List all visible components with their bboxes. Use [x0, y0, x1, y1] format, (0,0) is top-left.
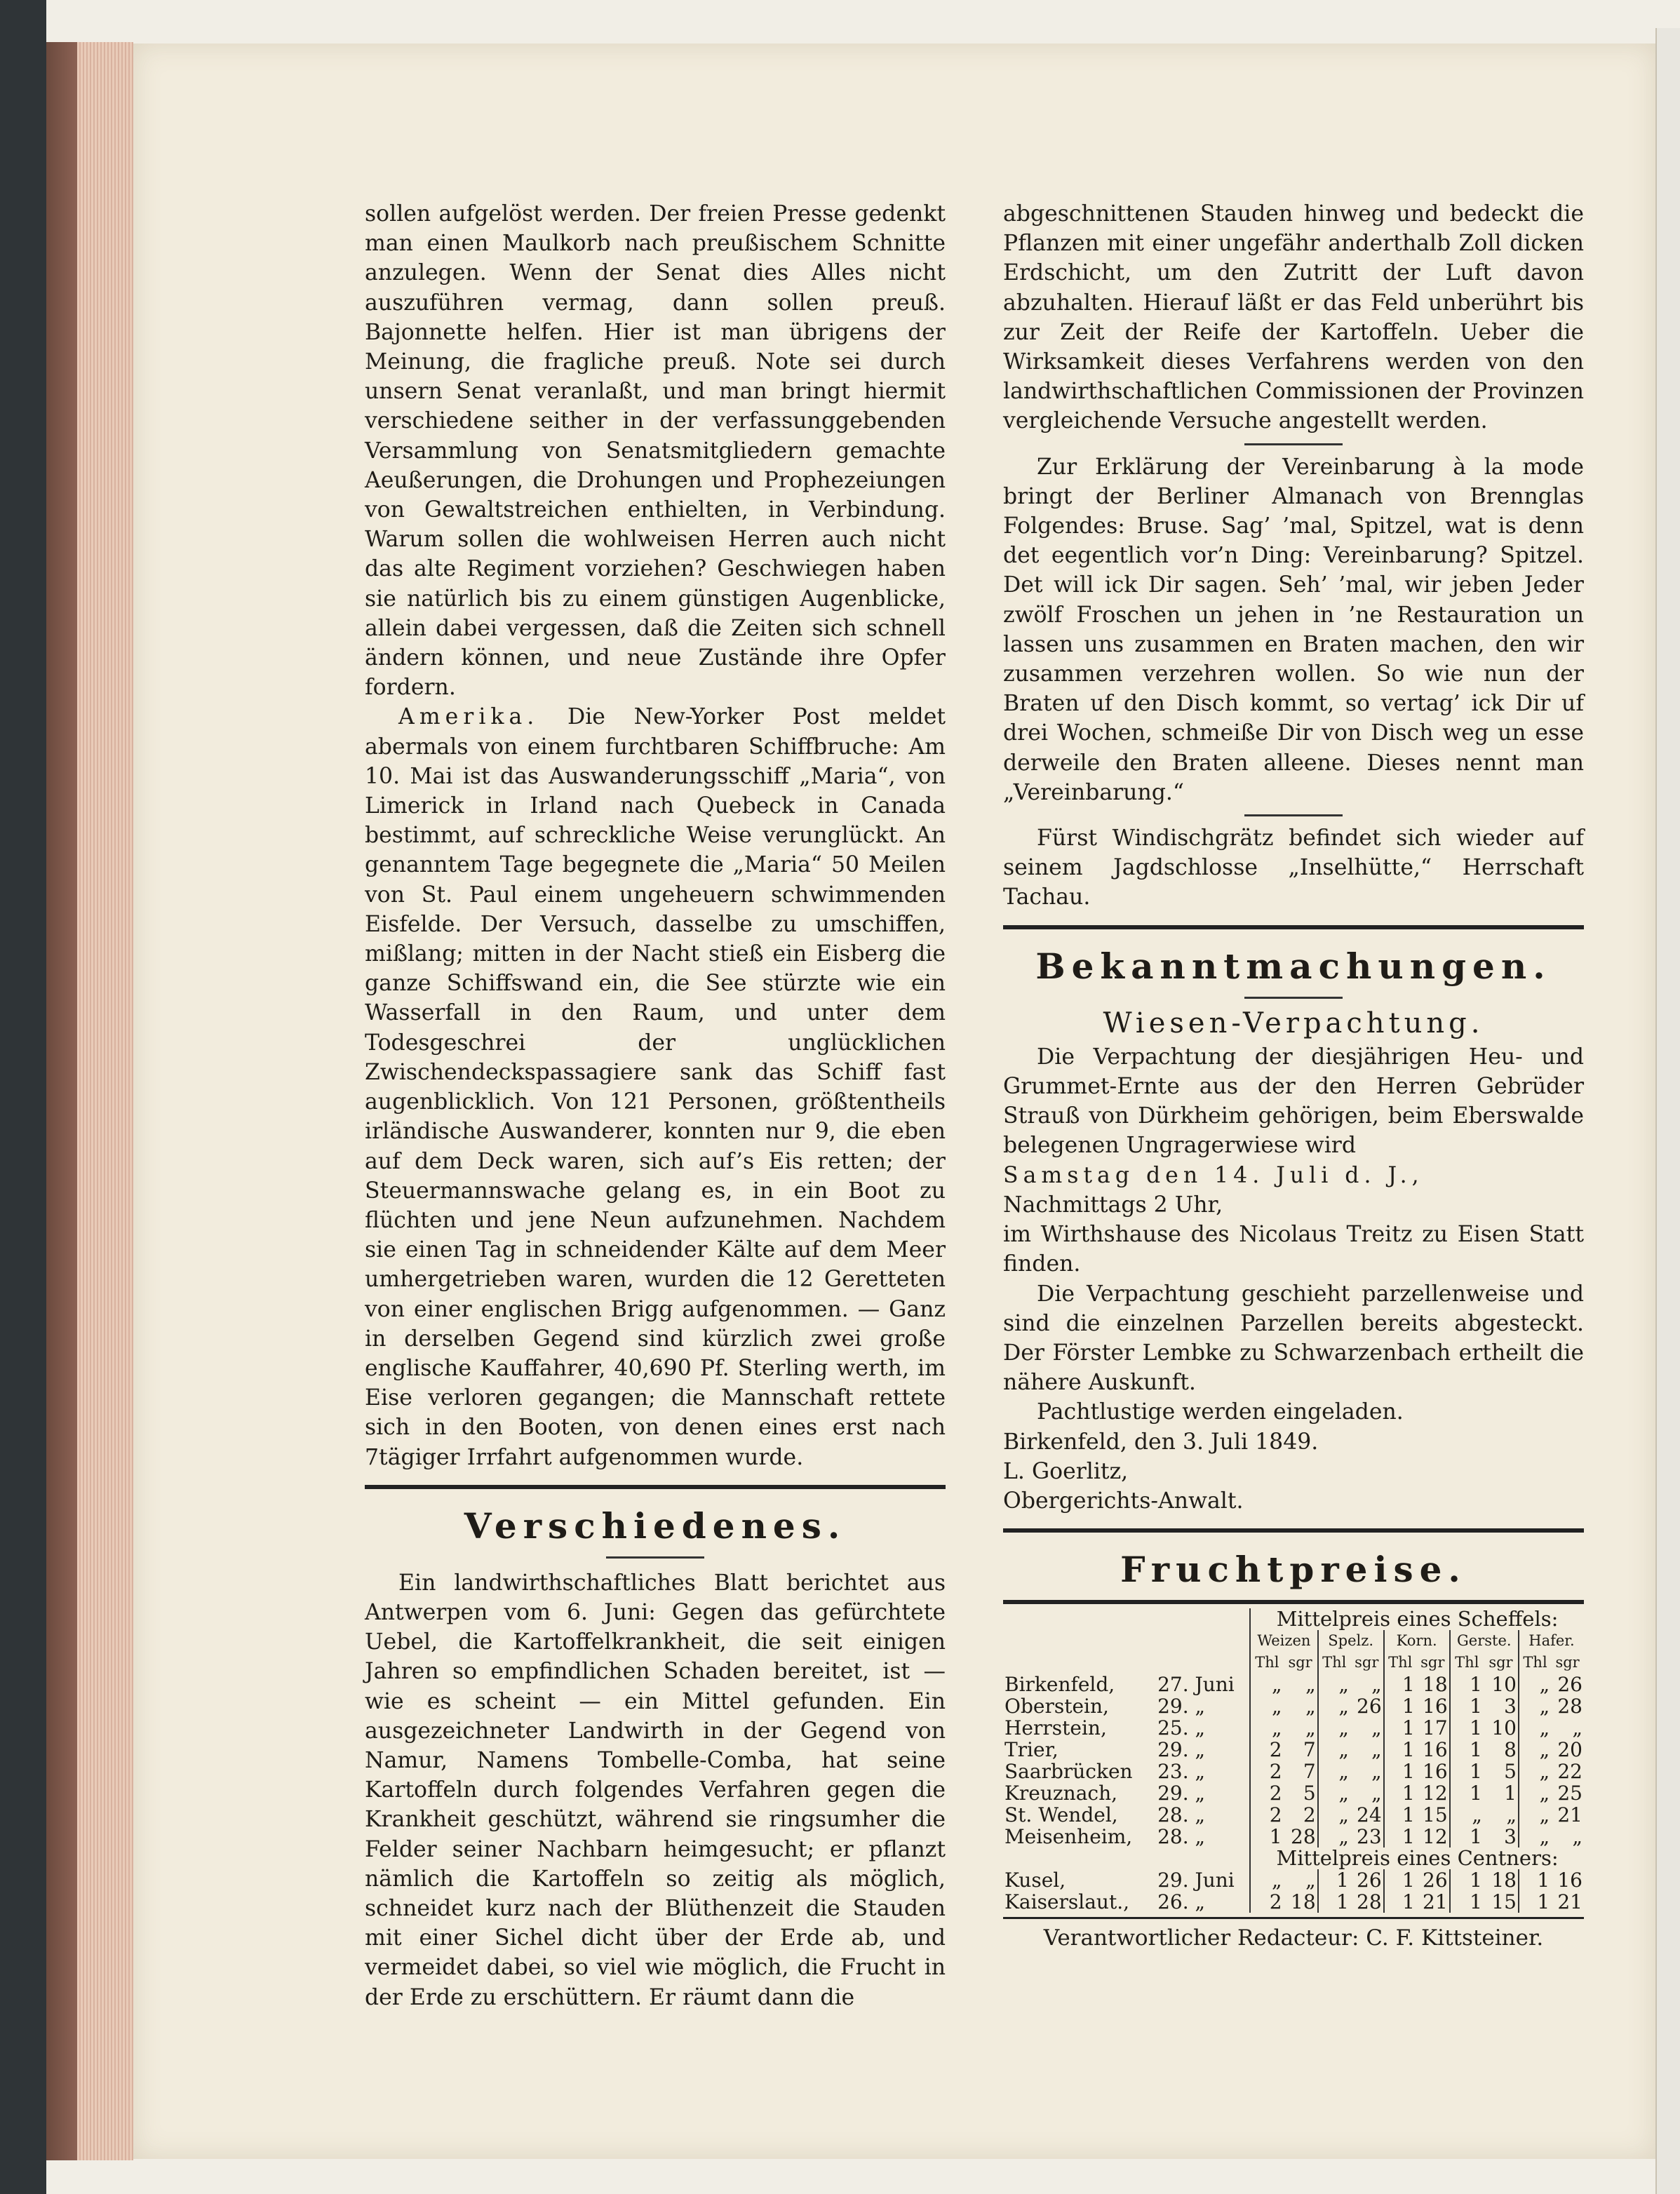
price-cell: 1	[1450, 1695, 1484, 1717]
place-cell: Herrstein,	[1004, 1716, 1107, 1740]
price-cell: 12	[1423, 1782, 1448, 1805]
announcement-signature-title: Obergerichts-Anwalt.	[1003, 1488, 1244, 1514]
place-cell: Kreuznach,	[1004, 1782, 1117, 1805]
book-spine-edge	[46, 42, 77, 2160]
price-cell: „	[1318, 1717, 1350, 1739]
date-cell: 23. „	[1157, 1760, 1205, 1784]
announcement-text: im Wirthshause des Nicolaus Treitz zu Eisen Statt finden.	[1003, 1222, 1584, 1277]
price-cell: 1	[1450, 1891, 1484, 1913]
price-cell: 1	[1318, 1891, 1350, 1913]
announcement-title: Wiesen-Verpachtung.	[1103, 1007, 1484, 1039]
price-cell: „	[1572, 1825, 1582, 1849]
price-cell: 25	[1557, 1782, 1582, 1805]
section-heading: Verschiedenes.	[464, 1505, 847, 1547]
date-cell: 29. „	[1157, 1738, 1205, 1762]
price-cell: 23	[1357, 1825, 1382, 1849]
price-cell: 7	[1303, 1738, 1316, 1762]
price-cell: 1	[1504, 1782, 1517, 1805]
price-cell: 5	[1303, 1782, 1316, 1805]
table-row	[1003, 1717, 1584, 1739]
date-cell: 28. „	[1157, 1803, 1205, 1827]
article-text: Die New-Yorker Post meldet abermals von einem furchtbaren Schiffbruche: Am 10. Mai ist das Auswanderungsschiff „Maria“, von Limerick in Irland nach Quebeck in Canada bestimmt, auf schreckliche Weise verunglückt. An genanntem Tage begegnete die „Maria“ 50 Meilen von St. Paul einem ungeheuern schwimmenden Eisfelde. Der Versuch, dasselbe zu umschiffen, mißlang; mitten in der Nacht stieß ein Eisberg die ganze Schiffswand ein, die See stürzte wie ein Wasserfall in den Raum, und unter dem Todesgeschrei der unglücklichen Zwischendeckspassagiere sank das Schiff fast augenblicklich. Von 121 Personen, größtentheils irländische Auswanderer, konnten nur 9, die eben auf dem Deck waren, sich auf’s Eis retten; der Steuermannswache gelang es, in ein Boot zu flüchten und jene Neun aufzunehmen. Nachdem sie einen Tag in schneidender Kälte auf dem Meer umhergetrieben waren, wurden die 12 Geretteten von einer englischen Brigg aufgenommen. — Ganz in derselben Gegend sind kürzlich zwei große englische Kauffahrer, 40,690 Pf. Sterling werth, im Eise verloren gegangen; die Mannschaft rettete sich in den Booten, von denen eines erst nach 7tägiger Irrfahrt aufgenommen wurde.	[365, 704, 946, 1470]
price-cell: 15	[1423, 1803, 1448, 1827]
article-paragraph: Fürst Windischgrätz befindet sich wieder auf seinem Jagdschlosse „Inselhütte,“ Herrschaft Tachau.	[1003, 826, 1584, 910]
price-cell: 2	[1303, 1803, 1316, 1827]
price-cell: „	[1250, 1695, 1283, 1717]
unit-header: sgr	[1555, 1654, 1580, 1671]
price-cell: 26	[1557, 1673, 1582, 1697]
price-cell: 18	[1491, 1869, 1517, 1892]
place-cell: Oberstein,	[1004, 1695, 1109, 1718]
short-rule	[606, 1556, 704, 1559]
price-cell: 3	[1504, 1695, 1517, 1718]
price-cell: 1	[1384, 1695, 1416, 1717]
unit-header: Thl	[1318, 1652, 1350, 1674]
price-cell: 22	[1557, 1760, 1582, 1784]
price-cell: „	[1250, 1717, 1283, 1739]
price-cell: „	[1318, 1695, 1350, 1717]
table-row	[1003, 1674, 1584, 1695]
price-cell: „	[1305, 1716, 1316, 1740]
price-cell: 16	[1423, 1760, 1448, 1784]
place-cell: Kaiserslaut.,	[1004, 1890, 1129, 1914]
table-corner	[1003, 1848, 1250, 1869]
grain-header: Hafer.	[1519, 1630, 1584, 1652]
price-cell: „	[1318, 1674, 1350, 1695]
table-row	[1003, 1782, 1584, 1804]
grain-header: Gerste.	[1450, 1630, 1519, 1652]
place-cell: Meisenheim,	[1004, 1825, 1133, 1849]
unit-header: Thl	[1450, 1652, 1484, 1674]
price-cell: 1	[1450, 1761, 1484, 1782]
price-cell: „	[1318, 1826, 1350, 1848]
announcement-text: Die Verpachtung der diesjährigen Heu- und Grummet-Ernte aus der den Herren Gebrüder Strauß von Dürkheim gehörigen, beim Eberswalde belegenen Ungragerwiese wird	[1003, 1044, 1584, 1159]
price-cell: 12	[1423, 1825, 1448, 1849]
prices-heading: Fruchtpreise.	[1120, 1549, 1467, 1591]
price-cell: 7	[1303, 1760, 1316, 1784]
unit-header: Thl	[1384, 1652, 1416, 1674]
price-cell: „	[1450, 1804, 1484, 1826]
left-column	[365, 199, 946, 2012]
right-column	[1003, 199, 1584, 1953]
table-corner	[1003, 1630, 1250, 1652]
date-cell: 29. „	[1157, 1782, 1205, 1805]
page-edges	[77, 42, 133, 2160]
table-row	[1003, 1869, 1584, 1891]
announcement-text: Pachtlustige werden eingeladen.	[1037, 1399, 1404, 1425]
price-cell: „	[1519, 1717, 1551, 1739]
price-cell: „	[1519, 1804, 1551, 1826]
grain-header: Spelz.	[1318, 1630, 1384, 1652]
price-cell: „	[1318, 1782, 1350, 1804]
price-cell: 1	[1384, 1717, 1416, 1739]
place-cell: Saarbrücken	[1004, 1760, 1133, 1784]
table-corner	[1003, 1608, 1250, 1630]
price-cell: 15	[1491, 1890, 1517, 1914]
table-row	[1003, 1761, 1584, 1782]
price-cell: „	[1506, 1803, 1517, 1827]
price-cell: 1	[1384, 1891, 1416, 1913]
editor-footer: Verantwortlicher Redacteur: C. F. Kittsteiner.	[1043, 1925, 1544, 1951]
price-cell: 1	[1450, 1869, 1484, 1891]
date-cell: 25. „	[1157, 1716, 1205, 1740]
place-cell: Kusel,	[1004, 1869, 1066, 1892]
price-cell: 1	[1384, 1869, 1416, 1891]
table-row	[1003, 1826, 1584, 1848]
price-cell: 26	[1423, 1869, 1448, 1892]
price-cell: 1	[1384, 1761, 1416, 1782]
table-corner	[1003, 1652, 1250, 1674]
price-cell: „	[1519, 1739, 1551, 1761]
price-cell: 1	[1384, 1826, 1416, 1848]
price-cell: 21	[1557, 1803, 1582, 1827]
price-cell: 16	[1423, 1738, 1448, 1762]
price-cell: „	[1519, 1761, 1551, 1782]
table-row	[1003, 1695, 1584, 1717]
price-cell: 28	[1557, 1695, 1582, 1718]
announcement-date: Samstag den 14. Juli d. J.,	[1003, 1162, 1424, 1188]
price-cell: 1	[1384, 1782, 1416, 1804]
table-divider	[1003, 1917, 1584, 1919]
price-cell: 16	[1557, 1869, 1582, 1892]
price-cell: „	[1371, 1738, 1382, 1762]
price-cell: 1	[1450, 1717, 1484, 1739]
price-cell: 24	[1357, 1803, 1382, 1827]
price-cell: 1	[1384, 1804, 1416, 1826]
unit-header: sgr	[1355, 1654, 1379, 1671]
price-cell: 16	[1423, 1695, 1448, 1718]
price-cell: „	[1305, 1869, 1316, 1892]
price-cell: „	[1250, 1869, 1283, 1891]
table-subheading: Mittelpreis eines Scheffels:	[1250, 1608, 1584, 1630]
price-cell: „	[1250, 1674, 1283, 1695]
table-row	[1003, 1804, 1584, 1826]
price-cell: 1	[1450, 1739, 1484, 1761]
price-cell: „	[1305, 1695, 1316, 1718]
price-cell: „	[1318, 1739, 1350, 1761]
price-cell: 5	[1504, 1760, 1517, 1784]
price-cell: 1	[1318, 1869, 1350, 1891]
price-cell: „	[1371, 1716, 1382, 1740]
price-cell: 2	[1250, 1739, 1283, 1761]
price-cell: 2	[1250, 1761, 1283, 1782]
price-cell: 1	[1450, 1826, 1484, 1848]
price-cell: „	[1519, 1695, 1551, 1717]
price-cell: 21	[1423, 1890, 1448, 1914]
price-cell: 10	[1491, 1716, 1517, 1740]
unit-header: sgr	[1420, 1654, 1445, 1671]
short-rule	[1244, 443, 1343, 445]
article-paragraph	[365, 702, 946, 1472]
short-rule	[1244, 997, 1343, 999]
price-cell: 1	[1250, 1826, 1283, 1848]
price-cell: 2	[1250, 1891, 1283, 1913]
section-divider	[365, 1485, 946, 1489]
price-cell: 1	[1384, 1739, 1416, 1761]
unit-header: Thl	[1250, 1652, 1283, 1674]
date-cell: 29. Juni	[1157, 1869, 1235, 1892]
section-divider	[1003, 925, 1584, 929]
section-divider	[1003, 1528, 1584, 1533]
price-cell: 1	[1519, 1891, 1551, 1913]
price-cell: 17	[1423, 1716, 1448, 1740]
price-cell: 1	[1450, 1674, 1484, 1695]
price-cell: „	[1318, 1761, 1350, 1782]
price-cell: 20	[1557, 1738, 1582, 1762]
price-cell: 1	[1384, 1674, 1416, 1695]
article-paragraph: Ein landwirthschaftliches Blatt berichtet aus Antwerpen vom 6. Juni: Gegen das gefürchtete Uebel, die Kartoffelkrankheit, die seit einigen Jahren so empfindlichen Schaden bereitet, ist — wie es scheint — ein Mittel gefunden. Ein ausgezeichneter Landwirth in der Gegend von Namur, Namens Tombelle-Comba, hat seine Kartoffeln durch folgendes Verfahren gegen die Krankheit geschützt, während sie ringsumher die Felder seiner Nachbarn heimgesucht; er pflanzt nämlich die Kartoffeln so zeitig als möglich, schneidet kurz nach der Blüthenzeit die Stauden mit einer Sichel dicht über der Erde ab, und vermeidet dabei, so viel wie möglich, die Frucht in der Erde zu erschüttern. Er räumt dann die	[365, 1570, 946, 2010]
grain-header: Korn.	[1384, 1630, 1450, 1652]
price-cell: 18	[1291, 1890, 1316, 1914]
price-cell: 18	[1423, 1673, 1448, 1697]
article-paragraph: Zur Erklärung der Vereinbarung à la mode bringt der Berliner Almanach von Brennglas Folgendes: Bruse. Sag’ ’mal, Spitzel, wat is denn det eegentlich vor’n Ding: Vereinbarung? Spitzel. Det will ick Dir sagen. Seh’ ’mal, wir jeben Jeder zwölf Froschen un jehen in ’ne Restauration un lassen uns zusammen en Braten machen, den wir zusammen verzehren wollen. So wie nun der Braten uf den Disch kommt, so vertag’ ick Dir uf drei Wochen, schmeiße Dir von Disch weg un esse derweile den Braten alleene. Dieses nennt man „Vereinbarung.“	[1003, 454, 1584, 805]
price-cell: 2	[1250, 1804, 1283, 1826]
announcement-time: Nachmittags 2 Uhr,	[1003, 1192, 1223, 1218]
price-cell: 1	[1519, 1869, 1551, 1891]
place-cell: St. Wendel,	[1004, 1803, 1118, 1827]
unit-header: sgr	[1489, 1654, 1513, 1671]
date-cell: 29. „	[1157, 1695, 1205, 1718]
price-cell: 8	[1504, 1738, 1517, 1762]
place-cell: Trier,	[1004, 1738, 1059, 1762]
price-cell: „	[1305, 1673, 1316, 1697]
price-cell: 10	[1491, 1673, 1517, 1697]
price-cell: „	[1318, 1804, 1350, 1826]
book-binding	[0, 0, 46, 2194]
price-table	[1003, 1608, 1584, 1913]
price-cell: 2	[1250, 1782, 1283, 1804]
short-rule	[1244, 814, 1343, 816]
table-row	[1003, 1739, 1584, 1761]
price-cell: 3	[1504, 1825, 1517, 1849]
article-paragraph: abgeschnittenen Stauden hinweg und bedeckt die Pflanzen mit einer ungefähr anderthalb Zoll dicken Erdschicht, um den Zutritt der Luft davon abzuhalten. Hierauf läßt er das Feld unberührt bis zur Zeit der Reife der Kartoffeln. Ueber die Wirksamkeit dieses Verfahrens werden von den landwirthschaftlichen Commissionen der Provinzen vergleichende Versuche angestellt werden.	[1003, 201, 1584, 434]
section-divider	[1003, 1600, 1584, 1604]
unit-header: sgr	[1288, 1654, 1312, 1671]
table-subheading: Mittelpreis eines Centners:	[1250, 1848, 1584, 1869]
price-cell: „	[1371, 1673, 1382, 1697]
article-paragraph: sollen aufgelöst werden. Der freien Presse gedenkt man einen Maulkorb nach preußischem Schnitte anzulegen. Wenn der Senat dies Alles nicht auszuführen vermag, dann sollen preuß. Bajonnette helfen. Hier ist man übrigens der Meinung, die fragliche preuß. Note sei durch unsern Senat veranlaßt, und man bringt hiermit verschiedene seither in der verfassunggebenden Versammlung von Senatsmitgliedern gemachte Aeußerungen, die Drohungen und Prophezeiungen von Gewaltstreichen enthielten, in Verbindung. Warum sollen die wohlweisen Herren auch nicht das alte Regiment vorziehen? Geschwiegen haben sie natürlich bis zu einem günstigen Augenblicke, allein dabei vergessen, daß die Zeiten sich schnell ändern können, und neue Zustände ihre Opfer fordern.	[365, 201, 946, 701]
grain-header: Weizen	[1250, 1630, 1318, 1652]
price-cell: „	[1371, 1760, 1382, 1784]
price-cell: 1	[1450, 1782, 1484, 1804]
next-page-edge	[1655, 28, 1680, 2194]
announcement-place-date: Birkenfeld, den 3. Juli 1849.	[1003, 1429, 1319, 1455]
announcement-signature: L. Goerlitz,	[1003, 1458, 1129, 1484]
price-cell: „	[1572, 1716, 1582, 1740]
price-cell: „	[1371, 1782, 1382, 1805]
price-cell: „	[1519, 1782, 1551, 1804]
newspaper-page	[133, 43, 1655, 2159]
price-cell: 21	[1557, 1890, 1582, 1914]
place-lead: Amerika.	[398, 704, 539, 730]
price-cell: „	[1519, 1826, 1551, 1848]
price-cell: 26	[1357, 1869, 1382, 1892]
price-cell: 28	[1291, 1825, 1316, 1849]
price-cell: 28	[1357, 1890, 1382, 1914]
price-cell: „	[1519, 1674, 1551, 1695]
unit-header: Thl	[1519, 1652, 1551, 1674]
date-cell: 27. Juni	[1157, 1673, 1235, 1697]
place-cell: Birkenfeld,	[1004, 1673, 1115, 1697]
date-cell: 28. „	[1157, 1825, 1205, 1849]
announcement-text: Die Verpachtung geschieht parzellenweise und sind die einzelnen Parzellen bereits abgesteckt. Der Förster Lembke zu Schwarzenbach ertheilt die nähere Auskunft.	[1003, 1281, 1584, 1396]
section-heading: Bekanntmachungen.	[1035, 945, 1552, 987]
date-cell: 26. „	[1157, 1890, 1205, 1914]
table-row	[1003, 1891, 1584, 1913]
price-cell: 26	[1357, 1695, 1382, 1718]
